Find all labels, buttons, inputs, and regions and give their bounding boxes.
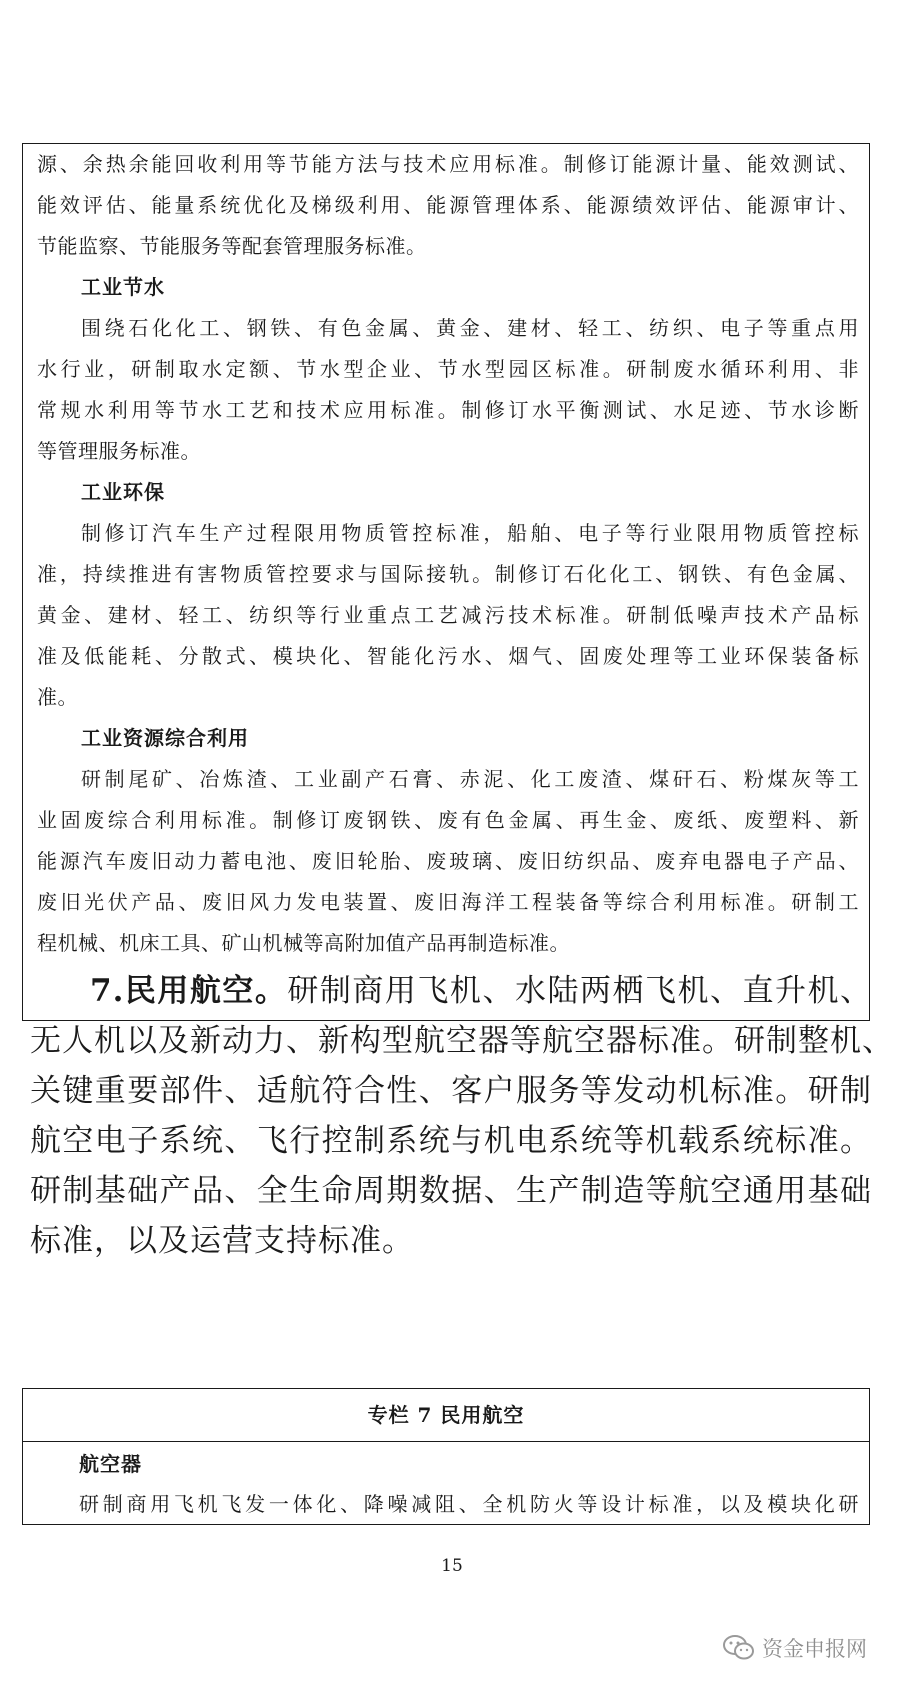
box-text-line: 业固废综合利用标准。制修订废钢铁、废有色金属、再生金、废纸、废塑料、新 (37, 808, 859, 832)
box-text-line: 制修订汽车生产过程限用物质管控标准，船舶、电子等行业限用物质管控标 (81, 521, 859, 545)
paragraph-line: 研制基础产品、全生命周期数据、生产制造等航空通用基础 (30, 1173, 872, 1209)
box-text-line: 研制商用飞机飞发一体化、降噪减阻、全机防火等设计标准，以及模块化研 (79, 1492, 859, 1516)
box-text-line: 等管理服务标准。 (37, 439, 201, 463)
section-heading-aircraft: 航空器 (79, 1452, 142, 1476)
paragraph-line: 无人机以及新动力、新构型航空器等航空器标准。研制整机、 (30, 1023, 894, 1059)
paragraph-line: 航空电子系统、飞行控制系统与机电系统等机载系统标准。 (30, 1123, 872, 1159)
paragraph-line (90, 966, 872, 1016)
box-text-line: 废旧光伏产品、废旧风力发电装置、废旧海洋工程装备等综合利用标准。研制工 (37, 890, 859, 914)
column-box-aviation (22, 1388, 870, 1525)
section-heading: 工业资源综合利用 (81, 726, 249, 750)
box-text-line: 准。 (37, 685, 78, 709)
box-text-line: 程机械、机床工具、矿山机械等高附加值产品再制造标准。 (37, 931, 570, 955)
paragraph-lead: 7.民用航空。 (90, 973, 288, 1009)
paragraph-text: 研制商用飞机、水陆两栖飞机、直升机、 (287, 973, 872, 1009)
watermark (722, 1633, 892, 1663)
box-text-line: 研制尾矿、冶炼渣、工业副产石膏、赤泥、化工废渣、煤矸石、粉煤灰等工 (81, 767, 859, 791)
box-text-line: 常规水利用等节水工艺和技术应用标准。制修订水平衡测试、水足迹、节水诊断 (37, 398, 859, 422)
box-text-line: 能效评估、能量系统优化及梯级利用、能源管理体系、能源绩效评估、能源审计、 (37, 193, 859, 217)
section-heading: 工业环保 (81, 480, 165, 504)
box-text-line: 节能监察、节能服务等配套管理服务标准。 (37, 234, 427, 258)
box-text-line: 准，持续推进有害物质管控要求与国际接轨。制修订石化化工、钢铁、有色金属、 (37, 562, 859, 586)
section-heading: 工业节水 (81, 275, 165, 299)
column-title: 专栏 7 民用航空 (23, 1389, 869, 1442)
paragraph-line: 标准，以及运营支持标准。 (30, 1223, 414, 1259)
box-text-line: 水行业，研制取水定额、节水型企业、节水型园区标准。研制废水循环利用、非 (37, 357, 859, 381)
paragraph-line: 关键重要部件、适航符合性、客户服务等发动机标准。研制 (30, 1073, 872, 1109)
box-text-line: 能源汽车废旧动力蓄电池、废旧轮胎、废玻璃、废旧纺织品、废弃电器电子产品、 (37, 849, 859, 873)
box-text-line: 准及低能耗、分散式、模块化、智能化污水、烟气、固废处理等工业环保装备标 (37, 644, 859, 668)
watermark-text: 资金申报网 (762, 1637, 867, 1661)
page-number: 15 (441, 1556, 463, 1576)
column-box-top (22, 143, 870, 1021)
wechat-icon (722, 1634, 756, 1662)
box-text-line: 围绕石化化工、钢铁、有色金属、黄金、建材、轻工、纺织、电子等重点用 (81, 316, 859, 340)
box-text-line: 黄金、建材、轻工、纺织等行业重点工艺减污技术标准。研制低噪声技术产品标 (37, 603, 859, 627)
box-text-line: 源、余热余能回收利用等节能方法与技术应用标准。制修订能源计量、能效测试、 (37, 152, 859, 176)
